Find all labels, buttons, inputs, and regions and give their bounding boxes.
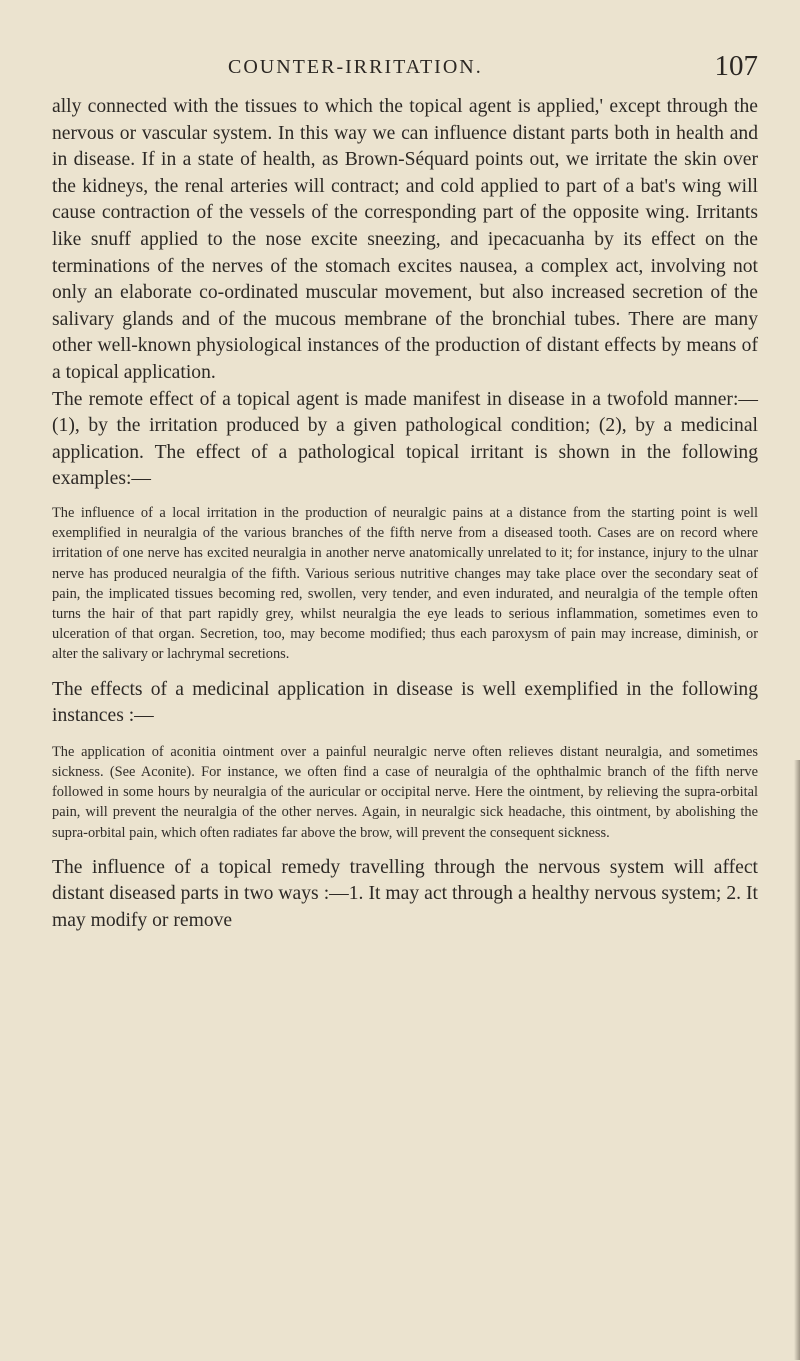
example-pathological-irritant: The influence of a local irritation in the production of neuralgic pains at a distance from the starting point is well exemplified in neuralgia of the various branches of the fifth nerve from a diseased tooth. Cases are on record where irritation of one nerve has excited neuralgia in another nerve anatomically unrelated to it; for instance, injury to the ulnar nerve has produced neuralgia of the fifth. Various serious nutritive changes may take place over the secondary seat of pain, the implicated tissues becoming red, swollen, very tender, and even indurated, and neuralgia of the temple often turns the hair of that part rapidly grey, whilst neuralgia the eye leads to serious inflammation, sometimes even to ulceration of that organ. Secretion, too, may become modified; thus each paroxysm of pain may increase, diminish, or alter the salivary or lachrymal secretions. (52, 504, 758, 663)
paragraph-topical-remedy: The influence of a topical remedy travelling through the nervous system will affect distant diseased parts in two ways :—1. It may act through a healthy nervous system; 2. It may modify or remove (52, 856, 758, 931)
paragraph-remote-effect: The remote effect of a topical agent is made manifest in disease in a twofold manner:—(1), by the irritation produced by a given pathological condition; (2), by a medicinal application. The effect of a pathological topical irritant is shown in the following examples:— (52, 388, 758, 490)
page-edge-shadow (794, 760, 800, 1360)
page-number: 107 (714, 50, 758, 82)
paragraph-medicinal-application: The effects of a medicinal application in disease is well exemplified in the following instances :— (52, 678, 758, 727)
example-aconitia-ointment: The application of aconitia ointment over a painful neuralgic nerve often relieves distant neuralgia, and sometimes sickness. (See Aconite). For instance, we often find a case of neuralgia of the ophthalmic branch of the fifth nerve followed in some hours by neuralgia of the auricular or occipital nerve. Here the ointment, by relieving the supra-orbital pain, will prevent the neuralgia of the other nerves. Again, in neuralgic sick headache, this ointment, by abolishing the supra-orbital pain, which often radiates far above the brow, will prevent the consequent sickness. (52, 743, 758, 841)
book-page (52, 50, 758, 935)
paragraph-physiological-instances: ally connected with the tissues to which the topical agent is applied,' except through the nervous or vascular system. In this way we can influence distant parts both in health and in disease. If in a state of health, as Brown-Séquard points out, we irritate the skin over the kidneys, the renal arteries will contract; and cold applied to part of a bat's wing will cause contraction of the vessels of the corresponding part of the opposite wing. Irritants like snuff applied to the nose excite sneezing, and ipecacuanha by its effect on the terminations of the nerves of the stomach excites nausea, a complex act, involving not only an elaborate co-ordinated muscular movement, but also increased secretion of the salivary glands and of the mucous membrane of the bronchial tubes. There are many other well-known physiological instances of the production of distant effects by means of a topical application. (52, 96, 758, 383)
running-head (52, 50, 758, 94)
running-head-title: COUNTER-IRRITATION. (228, 56, 483, 78)
